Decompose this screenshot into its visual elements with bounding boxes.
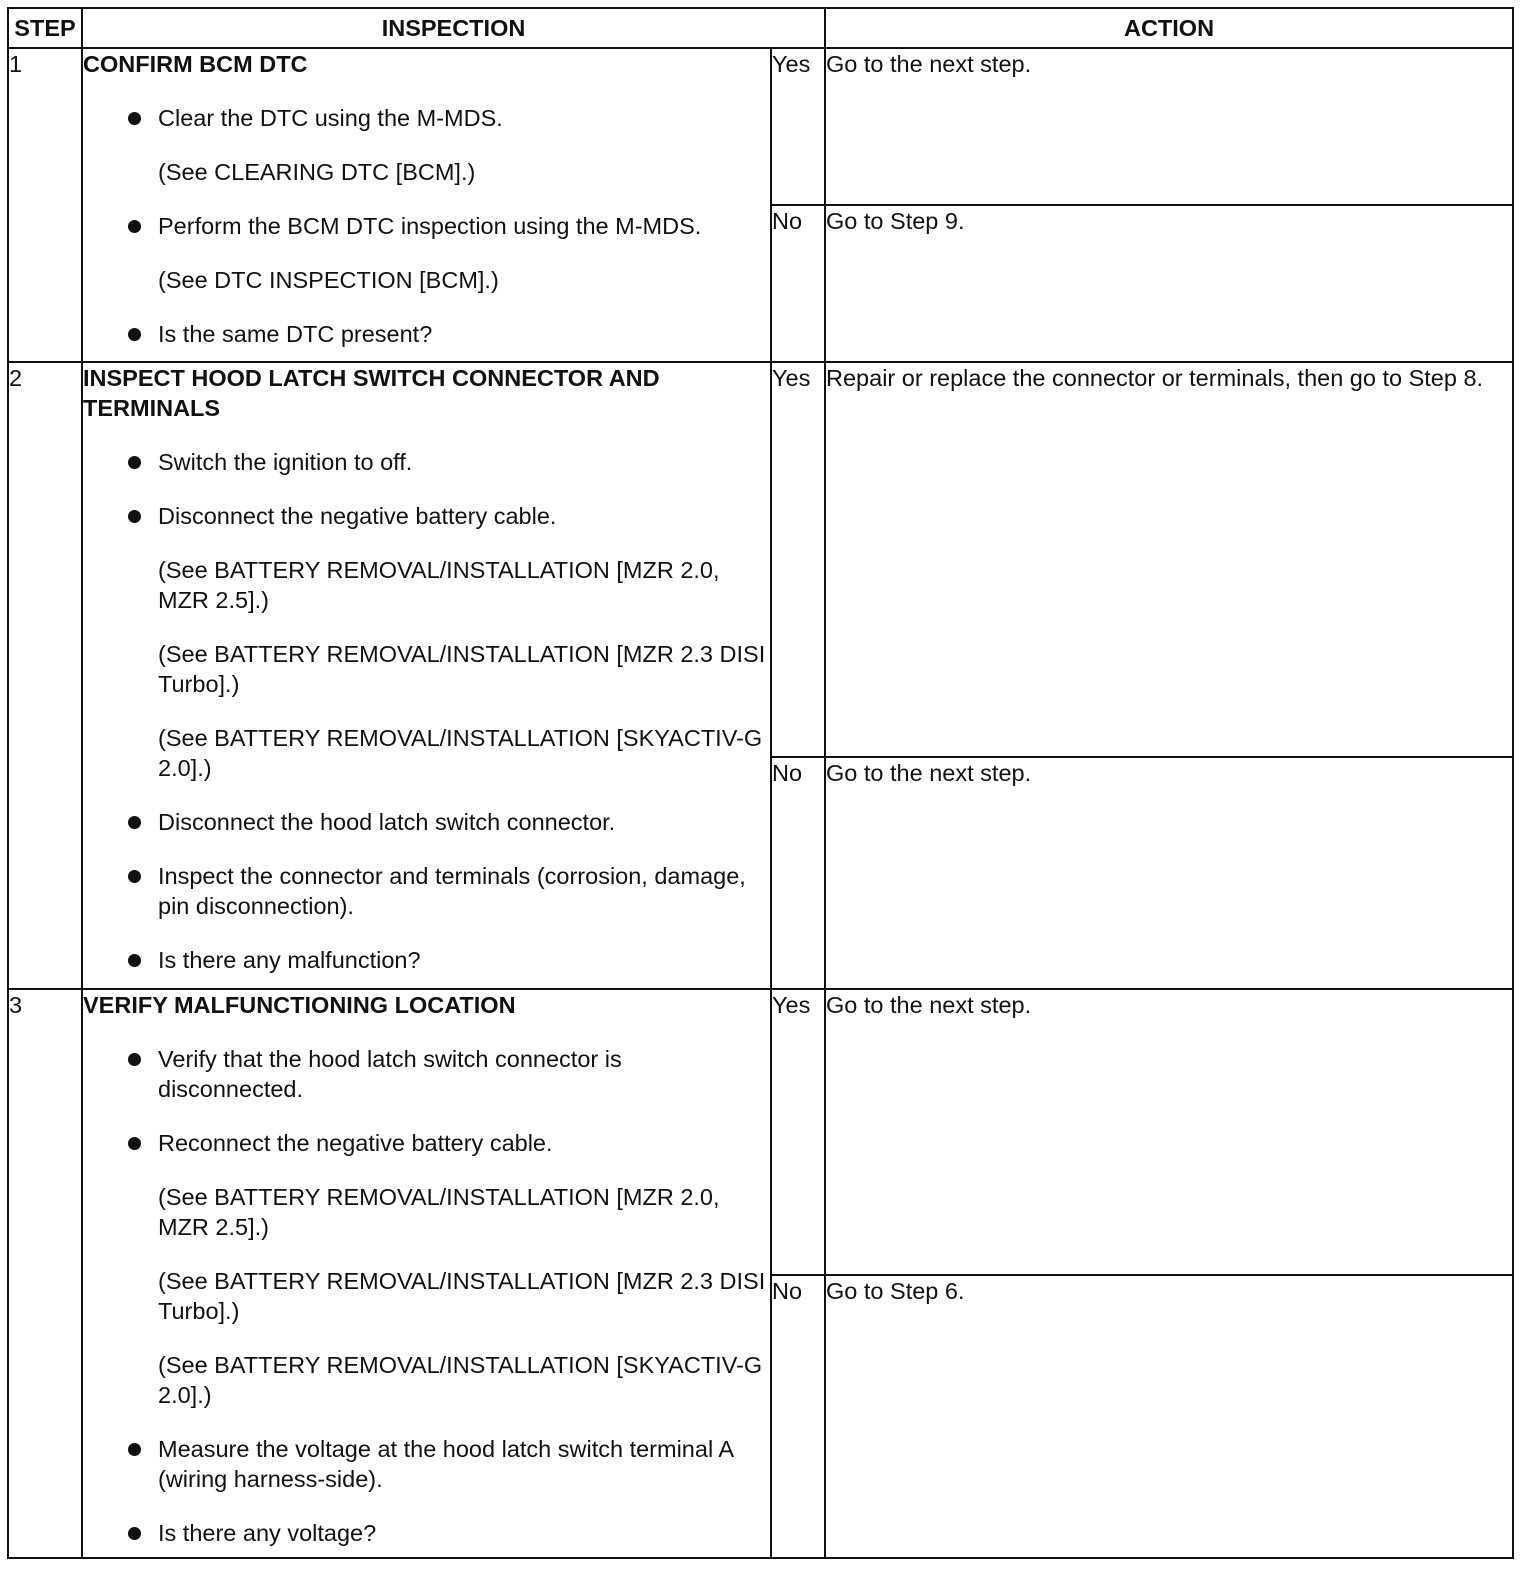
inspection-table [7,7,1514,1559]
bullet-dot-icon [128,1137,141,1150]
bullet-text: Switch the ignition to off. [158,449,413,475]
no-action: Go to Step 9. [825,205,1513,362]
bullet-text: Inspect the connector and terminals (corrosion, damage, pin disconnection). [158,863,746,919]
reference-link[interactable]: (See BATTERY REMOVAL/INSTALLATION [MZR 2.3 DISI Turbo].) [158,1268,766,1324]
reference-link[interactable]: (See BATTERY REMOVAL/INSTALLATION [MZR 2.3 DISI Turbo].) [158,641,766,697]
reference-link[interactable]: (See BATTERY REMOVAL/INSTALLATION [MZR 2.0, MZR 2.5].) [158,1184,720,1240]
reference-link[interactable]: (See BATTERY REMOVAL/INSTALLATION [SKYACTIV-G 2.0].) [158,725,763,781]
bullet-text: Is there any voltage? [158,1520,377,1546]
bullet-dot-icon [128,456,141,469]
yes-label: Yes [771,989,825,1275]
bullet-text: Verify that the hood latch switch connector is disconnected. [158,1046,622,1102]
header-row [8,8,1513,48]
inspection-bullet [83,319,770,349]
bullet-dot-icon [128,328,141,341]
no-label: No [771,757,825,989]
reference-link[interactable]: (See BATTERY REMOVAL/INSTALLATION [SKYACTIV-G 2.0].) [158,1352,763,1408]
bullet-text: Disconnect the negative battery cable. [158,503,557,529]
step-title: INSPECT HOOD LATCH SWITCH CONNECTOR AND TERMINALS [83,365,660,421]
yes-action: Go to the next step. [825,48,1513,205]
reference-link[interactable]: (See CLEARING DTC [BCM].) [158,159,476,185]
step-row-yes [8,362,1513,757]
no-label: No [771,205,825,362]
inspection-bullet [83,103,770,133]
bullet-dot-icon [128,510,141,523]
header-action: ACTION [825,8,1513,48]
inspection-cell [82,989,771,1558]
bullet-dot-icon [128,112,141,125]
inspection-bullet [83,807,770,837]
inspection-cell [82,48,771,362]
bullet-text: Measure the voltage at the hood latch switch terminal A (wiring harness-side). [158,1436,733,1492]
bullet-text: Disconnect the hood latch switch connector. [158,809,616,835]
header-step: STEP [8,8,82,48]
no-action: Go to Step 6. [825,1275,1513,1558]
step-title: CONFIRM BCM DTC [83,51,308,77]
header-inspection: INSPECTION [82,8,825,48]
inspection-bullet [83,501,770,531]
inspection-bullet [83,211,770,241]
step-title: VERIFY MALFUNCTIONING LOCATION [83,992,516,1018]
step-row-yes [8,989,1513,1275]
inspection-cell [82,362,771,989]
bullet-text: Clear the DTC using the M-MDS. [158,105,503,131]
step-number: 1 [8,48,82,362]
bullet-dot-icon [128,1443,141,1456]
step-number: 3 [8,989,82,1558]
inspection-bullet [83,945,770,975]
yes-label: Yes [771,48,825,205]
yes-action: Repair or replace the connector or terminals, then go to Step 8. [825,362,1513,757]
inspection-bullet [83,861,770,921]
yes-label: Yes [771,362,825,757]
inspection-bullet [83,1128,770,1158]
bullet-dot-icon [128,870,141,883]
yes-action: Go to the next step. [825,989,1513,1275]
bullet-text: Reconnect the negative battery cable. [158,1130,553,1156]
bullet-dot-icon [128,220,141,233]
inspection-bullet [83,1044,770,1104]
bullet-text: Is the same DTC present? [158,321,433,347]
bullet-text: Is there any malfunction? [158,947,421,973]
bullet-dot-icon [128,1527,141,1540]
inspection-bullet [83,447,770,477]
bullet-text: Perform the BCM DTC inspection using the M-MDS. [158,213,702,239]
bullet-dot-icon [128,1053,141,1066]
reference-link[interactable]: (See DTC INSPECTION [BCM].) [158,267,499,293]
no-label: No [771,1275,825,1558]
no-action: Go to the next step. [825,757,1513,989]
inspection-bullet [83,1518,770,1548]
inspection-bullet [83,1434,770,1494]
step-row-yes [8,48,1513,205]
bullet-dot-icon [128,954,141,967]
reference-link[interactable]: (See BATTERY REMOVAL/INSTALLATION [MZR 2.0, MZR 2.5].) [158,557,720,613]
bullet-dot-icon [128,816,141,829]
step-number: 2 [8,362,82,989]
